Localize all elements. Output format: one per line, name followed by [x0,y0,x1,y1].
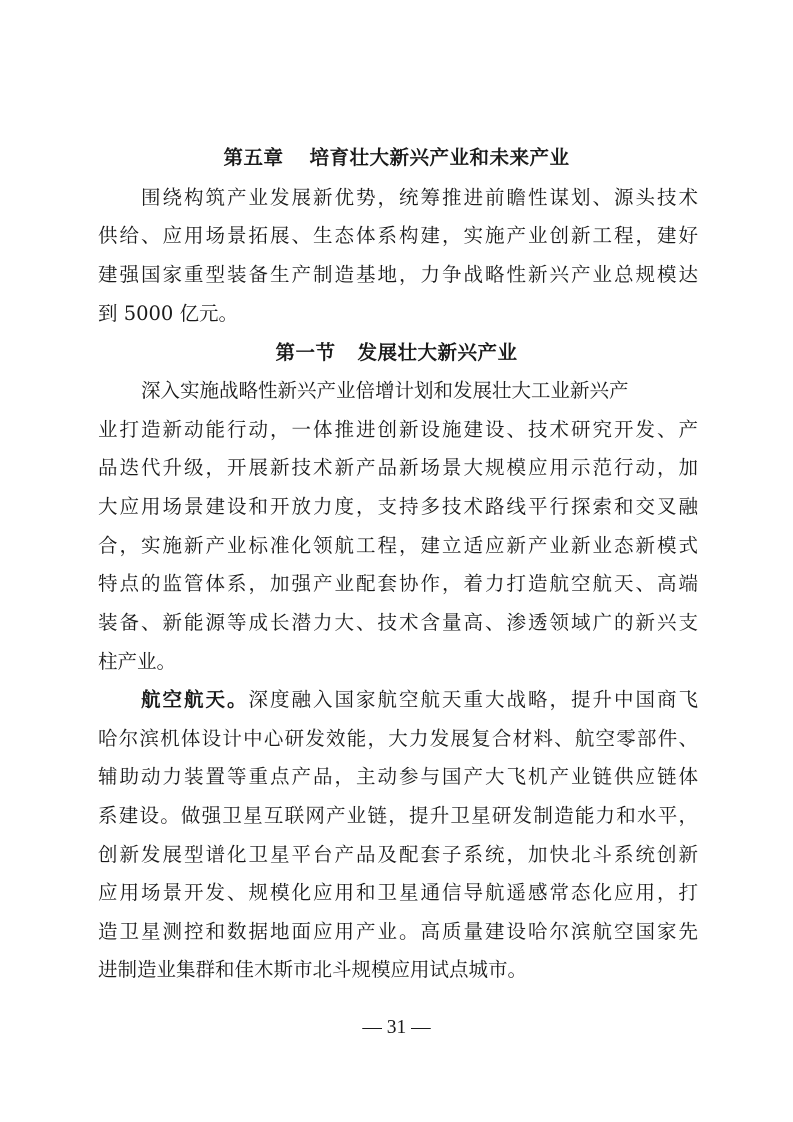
aerospace-line: 辅助动力装置等重点产品，主动参与国产大飞机产业链供应链体 [98,765,698,788]
section-title-text: 发展壮大新兴产业 [357,341,518,364]
chapter-number: 第五章 [223,146,284,169]
section-number: 第一节 [275,341,336,364]
section-title [0,338,793,368]
intro-line: 建强国家重型装备生产制造基地，力争战略性新兴产业总规模达 [98,263,698,286]
chapter-title [0,143,793,173]
intro-line: 到 5000 亿元。 [98,302,239,325]
section-line: 特点的监管体系，加强产业配套协作，着力打造航空航天、高端 [98,572,698,595]
aerospace-line: 哈尔滨机体设计中心研发效能，大力发展复合材料、航空零部件、 [98,727,698,750]
aerospace-line: 创新发展型谱化卫星平台产品及配套子系统，加快北斗系统创新 [98,843,698,866]
aerospace-first-line-text: 深度融入国家航空航天重大战略，提升中国商飞 [248,688,698,711]
section-line: 大应用场景建设和开放力度，支持多技术路线平行探索和交叉融 [98,495,698,518]
page-number: — 31 — [362,1017,431,1038]
aerospace-line: 系建设。做强卫星互联网产业链，提升卫星研发制造能力和水平， [98,804,698,827]
aerospace-line: 造卫星测控和数据地面应用产业。高质量建设哈尔滨航空国家先 [98,920,698,943]
section-line: 装备、新能源等成长潜力大、技术含量高、渗透领域广的新兴支 [98,611,698,634]
section-line: 合，实施新产业标准化领航工程，建立适应新产业新业态新模式 [98,534,698,557]
aerospace-line: 应用场景开发、规模化应用和卫星通信导航遥感常态化应用，打 [98,881,698,904]
section-line: 品迭代升级，开展新技术新产品新场景大规模应用示范行动，加 [98,456,698,479]
aerospace-first-line [141,685,698,715]
intro-line: 供给、应用场景拓展、生态体系构建，实施产业创新工程，建好 [98,224,698,247]
chapter-title-text: 培育壮大新兴产业和未来产业 [309,146,570,169]
section-line: 深入实施战略性新兴产业倍增计划和发展壮大工业新兴产 [141,379,629,402]
section-line: 柱产业。 [98,650,177,673]
intro-line: 围绕构筑产业发展新优势，统筹推进前瞻性谋划、源头技术 [141,186,698,209]
section-line: 业打造新动能行动，一体推进创新设施建设、技术研究开发、产 [98,418,698,441]
aerospace-heading: 航空航天。 [141,688,249,711]
aerospace-line: 进制造业集群和佳木斯市北斗规模应用试点城市。 [98,958,528,981]
